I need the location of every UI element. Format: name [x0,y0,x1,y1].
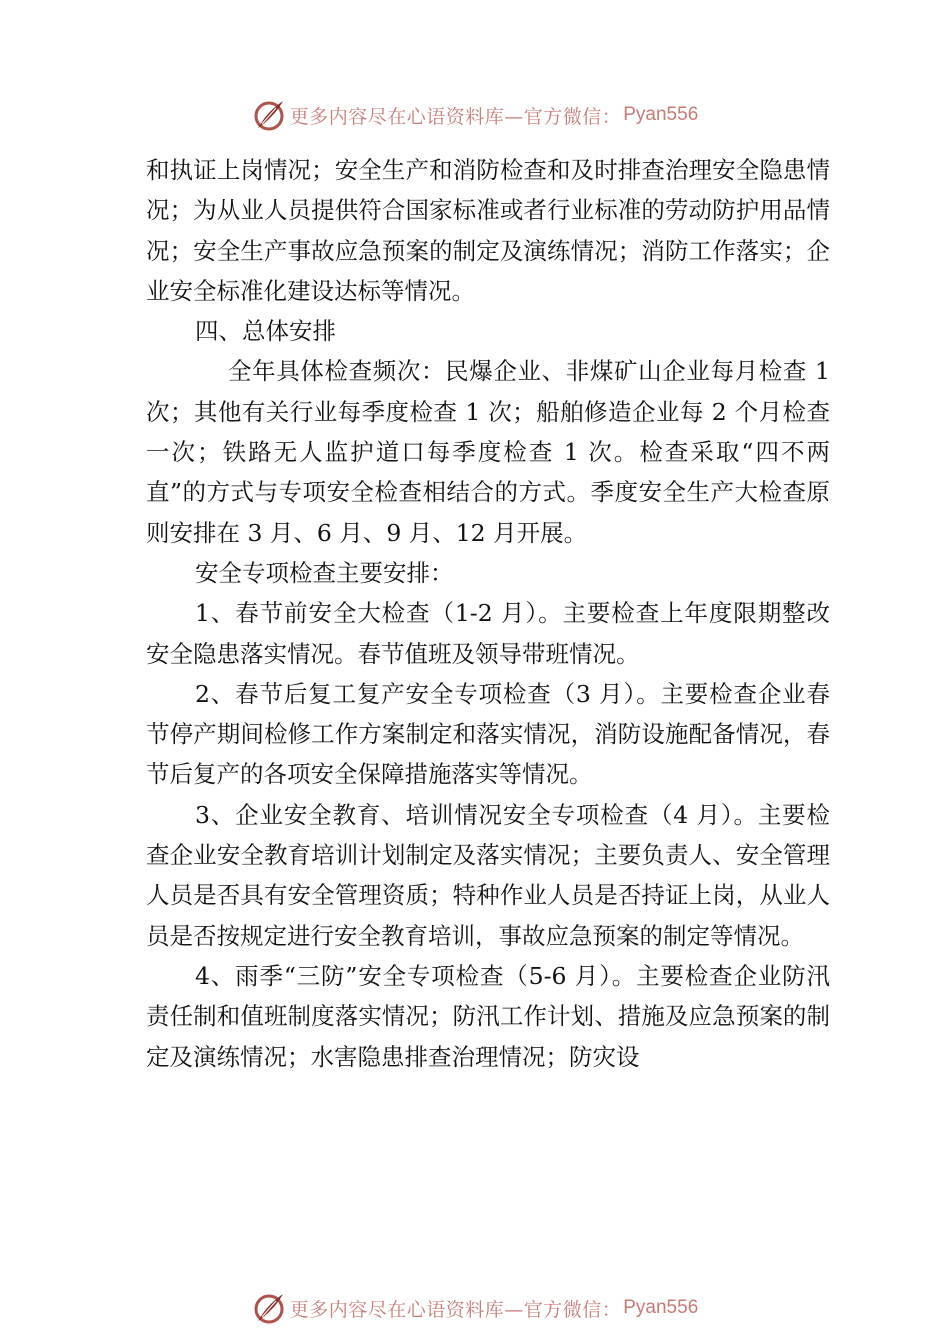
footer-watermark [0,1288,950,1328]
document-body [146,150,830,1077]
paragraph: 全年具体检查频次：民爆企业、非煤矿山企业每月检查 1 次；其他有关行业每季度检查 1 次；船舶修造企业每 2 个月检查一次；铁路无人监护道口每季度检查 1 次。检查采取“四不两直”的方式与专项安全检查相结合的方式。季度安全生产大检查原则安排在 3 月、6 月、9 月、12 月开展。 [146,357,830,547]
watermark-wechat-id: Pyan556 [623,104,699,125]
header-watermark [0,95,950,135]
quill-seal-icon [252,1291,286,1325]
list-item: 1、春节前安全大检查（1-2 月）。主要检查上年度限期整改安全隐患落实情况。春节值班及领导带班情况。 [146,599,830,668]
list-item: 2、春节后复工复产安全专项检查（3 月）。主要检查企业春节停产期间检修工作方案制定和落实情况，消防设施配备情况，春节后复产的各项安全保障措施落实等情况。 [146,679,830,789]
paragraph: 和执证上岗情况；安全生产和消防检查和及时排查治理安全隐患情况；为从业人员提供符合国家标准或者行业标准的劳动防护用品情况；安全生产事故应急预案的制定及演练情况；消防工作落实；企业安全标准化建设达标等情况。 [146,156,830,305]
watermark-text: 更多内容尽在心语资料库—官方微信： [289,105,622,128]
paragraph: 安全专项检查主要安排： [195,558,454,587]
list-item: 3、企业安全教育、培训情况安全专项检查（4 月）。主要检查企业安全教育培训计划制定及落实情况；主要负责人、安全管理人员是否具有安全管理资质；特种作业人员是否持证上岗，从业人员是否按规定进行安全教育培训，事故应急预案的制定等情况。 [146,800,830,950]
watermark-wechat-id: Pyan556 [623,1297,699,1318]
section-heading: 四、总体安排 [195,317,336,346]
watermark-text: 更多内容尽在心语资料库—官方微信： [289,1298,622,1321]
quill-seal-icon [252,98,286,132]
list-item: 4、雨季“三防”安全专项检查（5-6 月）。主要检查企业防汛责任制和值班制度落实情况；防汛工作计划、措施及应急预案的制定及演练情况；水害隐患排查治理情况；防灾设 [146,961,830,1071]
